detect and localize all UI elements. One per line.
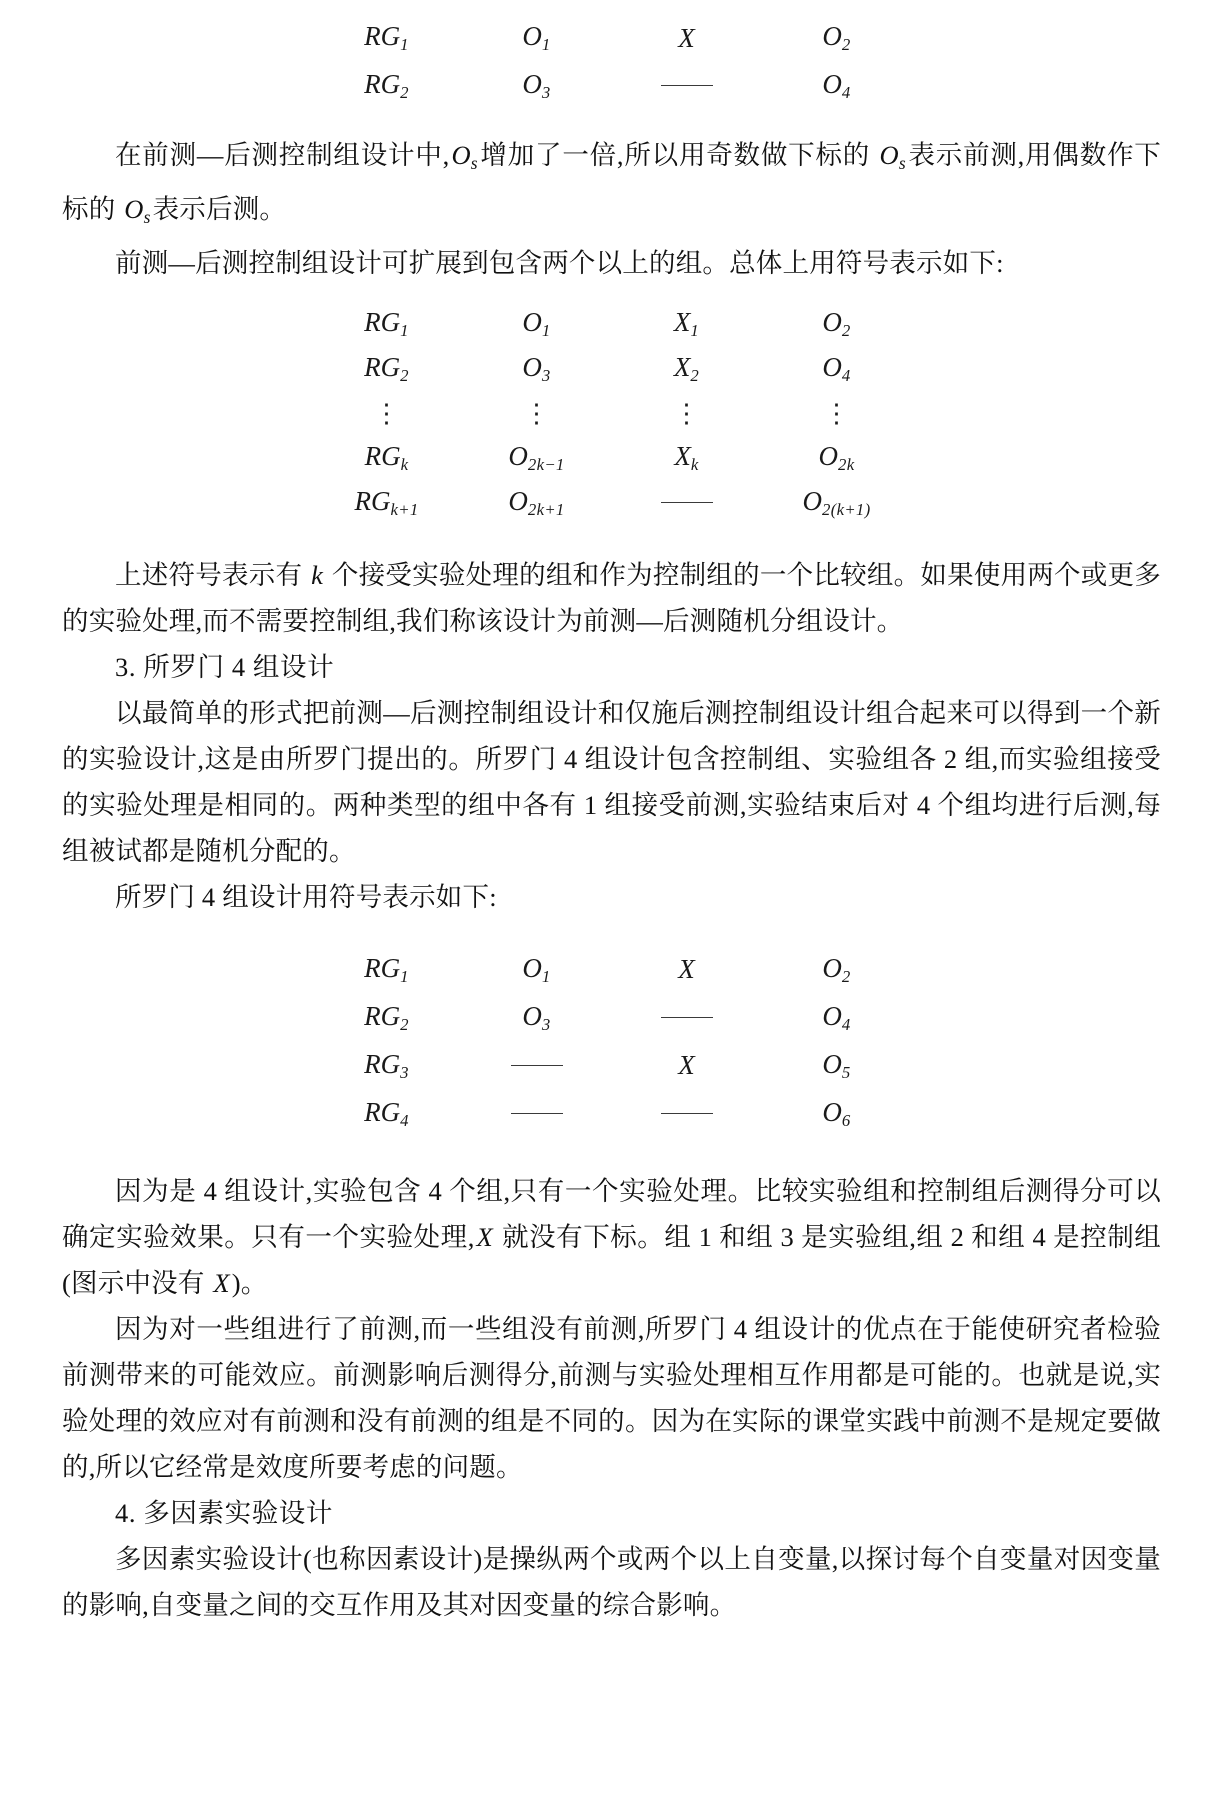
cell-posttest: $O_4$ [822, 1000, 851, 1034]
cell-treatment: X [678, 22, 695, 53]
cell-group: $RG_k$ [364, 441, 409, 475]
no-pretest-dash [511, 1065, 563, 1066]
design-table-body [312, 946, 912, 1138]
cell-pretest: $O_3$ [522, 1000, 551, 1034]
math-symbol-k: k [311, 559, 324, 590]
cell-treatment: X [678, 954, 695, 985]
no-treatment-dash [661, 85, 713, 86]
spacer [62, 286, 1161, 302]
cell-group: $RG_1$ [364, 952, 409, 986]
cell-pretest: $O_1$ [522, 952, 551, 986]
design-row-ellipsis [312, 392, 912, 436]
cell-group: $RG_1$ [364, 307, 409, 341]
design-table-body [312, 302, 912, 526]
text-run: 上述符号表示有 [115, 559, 310, 590]
paragraph-k-groups-explanation [62, 552, 1161, 644]
spacer [62, 920, 1161, 946]
cell-group: $RG_2$ [364, 1000, 409, 1034]
math-symbol-o: $O_s$ [124, 193, 151, 227]
spacer [62, 1138, 1161, 1168]
cell-pretest: $O_{2k-1}$ [508, 441, 565, 475]
paragraph-pretest-effects: 因为对一些组进行了前测,而一些组没有前测,所罗门 4 组设计的优点在于能使研究者检验前测带来的可能效应。前测影响后测得分,前测与实验处理相互作用都是可能的。也就是说,实验处理的效应对有前测和没有前测的组是不同的。因为在实际的课堂实践中前测不是规定要做的,所以它经常是效度所要考虑的问题。 [62, 1313, 1161, 1482]
design-row [312, 1090, 912, 1138]
text-run: 表示后测。 [152, 193, 287, 224]
cell-pretest: $O_1$ [522, 20, 551, 54]
paragraph-four-group-explanation [62, 1168, 1161, 1306]
cell-group: $RG_3$ [364, 1048, 409, 1082]
spacer [62, 0, 1161, 6]
design-row [312, 302, 912, 347]
cell-vertical-ellipsis: ⋮ [673, 399, 700, 429]
no-treatment-dash [661, 502, 713, 503]
math-symbol-o: $O_s$ [451, 140, 478, 173]
design-row [312, 436, 912, 481]
design-row [312, 347, 912, 392]
cell-group: $RG_{k+1}$ [354, 486, 419, 520]
text-run: 因为是 4 组设计,实验包含 4 个组,只有一个实验处理。比较实验组和控制组后测得分可以确定实验效果。只有一个实验处理, [62, 1175, 1161, 1252]
cell-vertical-ellipsis: ⋮ [373, 399, 400, 429]
cell-posttest: $O_4$ [822, 68, 851, 102]
design-row [312, 994, 912, 1042]
design-row [312, 62, 912, 110]
cell-vertical-ellipsis: ⋮ [523, 399, 550, 429]
text-run: )。 [231, 1267, 268, 1298]
section-heading-solomon: 3. 所罗门 4 组设计 [115, 651, 335, 682]
math-symbol-x: X [476, 1221, 493, 1252]
spacer [62, 526, 1161, 552]
text-run: 在前测—后测控制组设计中, [115, 140, 450, 170]
no-treatment-dash [661, 1017, 713, 1018]
cell-posttest: $O_2$ [822, 952, 851, 986]
cell-treatment: X [678, 1050, 695, 1081]
design-row [312, 14, 912, 62]
text-run: 个接受实验处理的组和作为控制组的一个比较组。如果使用两个或更多的实验处理,而不需要控制组,我们称该设计为前测—后测随机分组设计。 [62, 559, 1161, 636]
paragraph-extend-groups: 前测—后测控制组设计可扩展到包含两个以上的组。总体上用符号表示如下: [115, 247, 1004, 278]
design-table-k-group [312, 302, 912, 526]
cell-group: $RG_1$ [364, 20, 409, 54]
cell-pretest: $O_3$ [522, 68, 551, 102]
cell-pretest-none [462, 1090, 612, 1138]
cell-treatment: $X_2$ [673, 352, 700, 386]
math-symbol-x: X [213, 1267, 230, 1298]
paragraph-solomon-symbols-intro: 所罗门 4 组设计用符号表示如下: [115, 881, 497, 912]
spacer [62, 110, 1161, 132]
paragraph-factorial-description: 多因素实验设计(也称因素设计)是操纵两个或两个以上自变量,以探讨每个自变量对因变量的影响,自变量之间的交互作用及其对因变量的综合影响。 [62, 1543, 1161, 1620]
text-run: 就没有下标。组 1 和组 3 是实验组,组 2 和组 4 是控制组(图示中没有 [62, 1221, 1161, 1298]
design-table-pretest-posttest [312, 14, 912, 110]
cell-treatment-none [612, 1090, 762, 1138]
no-treatment-dash [661, 1113, 713, 1114]
cell-group: $RG_4$ [364, 1096, 409, 1130]
design-row [312, 481, 912, 526]
design-table-solomon-four-group [312, 946, 912, 1138]
cell-treatment-none [612, 481, 762, 526]
cell-pretest: $O_{2k+1}$ [508, 486, 565, 520]
cell-treatment: $X_1$ [673, 307, 700, 341]
cell-treatment-none [612, 994, 762, 1042]
design-row [312, 1042, 912, 1090]
cell-posttest: $O_5$ [822, 1048, 851, 1082]
design-table-body [312, 14, 912, 110]
cell-group: $RG_2$ [364, 352, 409, 386]
cell-posttest: $O_2$ [822, 20, 851, 54]
cell-posttest: $O_6$ [822, 1096, 851, 1130]
cell-treatment: $X_k$ [674, 441, 699, 475]
cell-pretest: $O_1$ [522, 307, 551, 341]
paragraph-os-notation [62, 132, 1161, 240]
math-symbol-o: $O_s$ [879, 140, 906, 173]
text-run: 增加了一倍,所以用奇数做下标的 [479, 140, 878, 170]
design-row [312, 946, 912, 994]
cell-posttest: $O_2$ [822, 307, 851, 341]
cell-pretest-none [462, 1042, 612, 1090]
cell-pretest: $O_3$ [522, 352, 551, 386]
cell-posttest: $O_{2k}$ [818, 441, 855, 475]
cell-treatment-none [612, 62, 762, 110]
paragraph-solomon-description: 以最简单的形式把前测—后测控制组设计和仅施后测控制组设计组合起来可以得到一个新的实验设计,这是由所罗门提出的。所罗门 4 组设计包含控制组、实验组各 2 组,而实验组接受的实验处理是相同的。两种类型的组中各有 1 组接受前测,实验结束后对 4 个组均进行后测,每组被试都是随机分配的。 [62, 697, 1161, 866]
text-run: 表示前测,用偶数作下标的 [62, 140, 1162, 224]
section-heading-factorial: 4. 多因素实验设计 [115, 1497, 333, 1528]
cell-posttest: $O_{2(k+1)}$ [802, 486, 871, 520]
cell-posttest: $O_4$ [822, 352, 851, 386]
cell-group: $RG_2$ [364, 68, 409, 102]
cell-vertical-ellipsis: ⋮ [823, 399, 850, 429]
no-pretest-dash [511, 1113, 563, 1114]
